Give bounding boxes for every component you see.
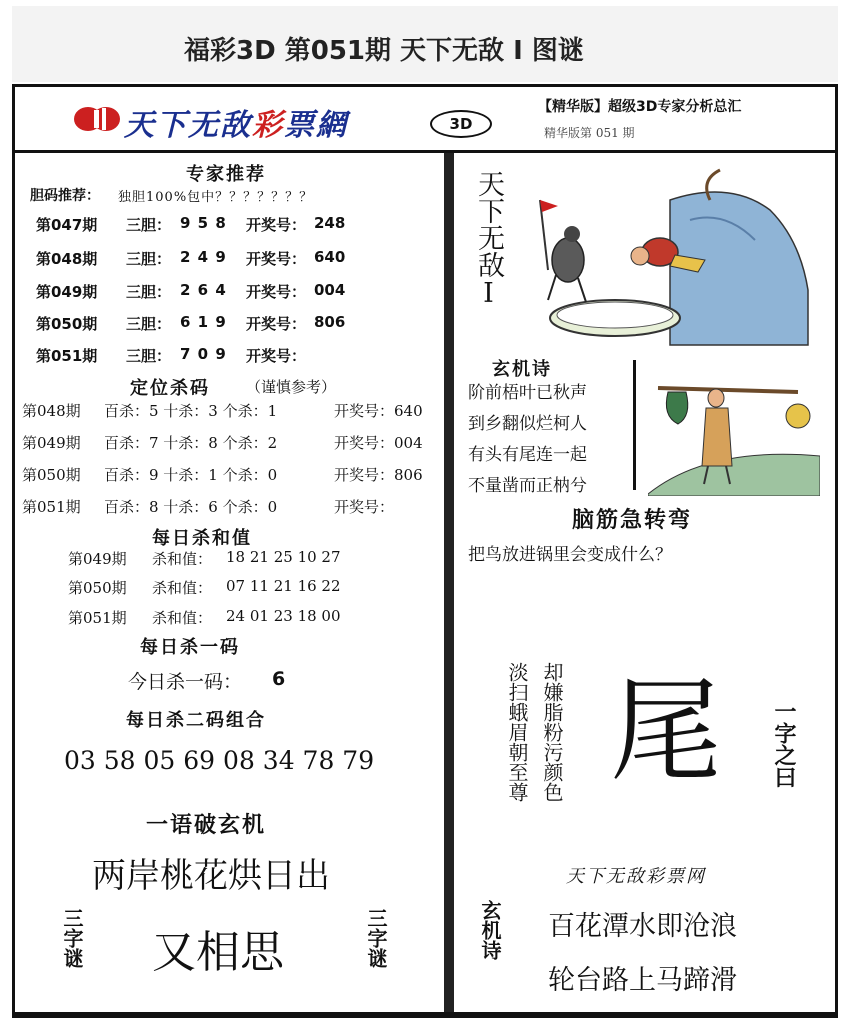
column-divider (444, 153, 454, 1015)
brain-title: 脑筋急转弯 (572, 508, 693, 533)
poem-line: 到乡翻似烂柯人 (468, 414, 587, 434)
sum-label: 杀和值： (152, 550, 213, 568)
poem2-lines (548, 900, 737, 1008)
poem2-line: 轮台路上马蹄滑 (548, 965, 737, 996)
bottom-border (15, 1012, 835, 1015)
banner-issue: 精华版第 051 期 (544, 126, 635, 140)
poem2-label: 玄机诗 (478, 900, 502, 960)
expert-nums: 2 4 9 (180, 248, 227, 266)
clue-column-2: 却嫌脂粉污颜色 (540, 662, 564, 802)
sum-values: 07 11 21 16 22 (226, 577, 341, 595)
kill-one-title: 每日杀一码 (140, 637, 240, 658)
expert-draw: 640 (314, 248, 346, 266)
position-period: 第049期 (22, 434, 81, 452)
riddle-main: 又相思 (152, 927, 284, 978)
badge-3d: 3D (430, 110, 492, 138)
expert-period: 第048期 (36, 250, 98, 268)
expert-label: 三胆： (126, 216, 172, 234)
position-draw: 开奖号： (334, 498, 395, 516)
page-title: 福彩3D 第051期 天下无敌 I 图谜 (184, 36, 584, 66)
expert-label: 三胆： (126, 250, 172, 268)
side-label: 一字之曰 (771, 700, 796, 788)
expert-draw-label: 开奖号： (246, 347, 307, 365)
brain-question: 把鸟放进锅里会变成什么？ (468, 545, 672, 565)
sum-period: 第049期 (68, 550, 127, 568)
banner-subtitle: 【精华版】超级3D专家分析总汇 (538, 99, 742, 115)
position-period: 第050期 (22, 466, 81, 484)
position-draw: 开奖号：004 (334, 434, 423, 452)
position-title: 定位杀码 (130, 378, 210, 399)
expert-draw-label: 开奖号： (246, 283, 307, 301)
logo-text (124, 100, 348, 144)
poem-title: 玄机诗 (492, 359, 552, 380)
expert-period: 第049期 (36, 283, 98, 301)
poem-line: 阶前梧叶已秋声 (468, 383, 587, 403)
page-header (12, 6, 838, 82)
sum-period: 第051期 (68, 609, 127, 627)
expert-nums: 7 0 9 (180, 345, 227, 363)
poem-illustration (648, 356, 820, 496)
dan-label: 胆码推荐： (30, 188, 100, 204)
right-title-vertical: 天下无敌I (473, 170, 504, 309)
position-period: 第048期 (22, 402, 81, 420)
position-draw: 开奖号：640 (334, 402, 423, 420)
logo-icon (72, 104, 124, 134)
dan-text: 独胆100%包中？？？？？？？ (118, 190, 314, 205)
expert-period: 第051期 (36, 347, 98, 365)
logo-text-part2: 彩 (252, 108, 284, 143)
logo-text-part1: 天下无敌 (124, 108, 252, 143)
clue-column-1: 淡扫蛾眉朝至尊 (505, 662, 529, 802)
poem2-line: 百花潭水即沧浪 (548, 911, 737, 942)
phrase-title: 一语破玄机 (146, 813, 267, 838)
expert-nums: 9 5 8 (180, 214, 227, 232)
expert-title: 专家推荐 (186, 164, 266, 185)
expert-draw-label: 开奖号： (246, 216, 307, 234)
expert-label: 三胆： (126, 347, 172, 365)
riddle-side-right: 三字谜 (364, 908, 388, 968)
position-text: 百杀：5 十杀：3 个杀：1 (104, 402, 278, 420)
riddle-side-left: 三字谜 (60, 908, 84, 968)
position-period: 第051期 (22, 498, 81, 516)
sum-title: 每日杀和值 (152, 528, 252, 549)
position-draw: 开奖号：806 (334, 466, 423, 484)
kill-two-title: 每日杀二码组合 (126, 710, 266, 731)
sum-label: 杀和值： (152, 579, 213, 597)
position-text: 百杀：8 十杀：6 个杀：0 (104, 498, 278, 516)
poem-line: 有头有尾连一起 (468, 445, 587, 465)
logo-text-part3: 票網 (284, 108, 348, 143)
expert-draw-label: 开奖号： (246, 315, 307, 333)
position-note: （谨慎参考） (246, 378, 337, 396)
expert-period: 第047期 (36, 216, 98, 234)
expert-draw: 806 (314, 313, 346, 331)
kill-one-text: 今日杀一码： (128, 671, 243, 693)
poem-line: 不量凿而正枘兮 (468, 476, 587, 496)
big-character: 尾 (610, 667, 722, 797)
expert-draw: 248 (314, 214, 346, 232)
expert-draw: 004 (314, 281, 346, 299)
sum-label: 杀和值： (152, 609, 213, 627)
sum-values: 24 01 23 18 00 (226, 607, 341, 625)
sum-values: 18 21 25 10 27 (226, 548, 341, 566)
expert-nums: 2 6 4 (180, 281, 227, 299)
poem-divider (633, 360, 636, 490)
kill-two-text: 03 58 05 69 08 34 78 79 (64, 746, 375, 775)
phrase-text: 两岸桃花烘日出 (92, 856, 330, 896)
poem-lines (468, 378, 587, 502)
position-text: 百杀：9 十杀：1 个杀：0 (104, 466, 278, 484)
expert-nums: 6 1 9 (180, 313, 227, 331)
kill-one-value: 6 (272, 668, 286, 690)
expert-period: 第050期 (36, 315, 98, 333)
hero-illustration (520, 160, 815, 350)
sum-period: 第050期 (68, 579, 127, 597)
expert-label: 三胆： (126, 315, 172, 333)
position-text: 百杀：7 十杀：8 个杀：2 (104, 434, 278, 452)
expert-draw-label: 开奖号： (246, 250, 307, 268)
site-name: 天下无敌彩票网 (566, 866, 706, 887)
expert-label: 三胆： (126, 283, 172, 301)
